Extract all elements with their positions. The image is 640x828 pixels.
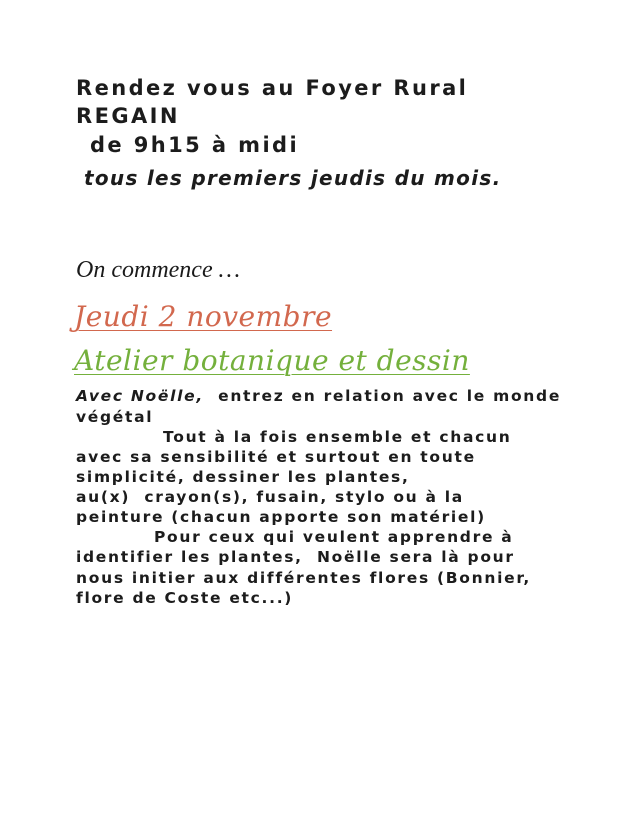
intro-line-location: Rendez vous au Foyer Rural	[76, 76, 469, 100]
body-line: simplicité, dessiner les plantes,	[76, 468, 410, 486]
body-line: flore de Coste etc...)	[76, 589, 294, 607]
intro-line-venue-name: REGAIN	[76, 104, 180, 128]
body-line: identifier les plantes, Noëlle sera là pour	[76, 548, 515, 566]
body-line: végétal	[76, 408, 154, 426]
date-title: Jeudi 2 novembre	[74, 300, 333, 333]
body-line: Tout à la fois ensemble et chacun	[163, 428, 512, 446]
intro-line-schedule: tous les premiers jeudis du mois.	[84, 166, 502, 190]
body-line: peinture (chacun apporte son matériel)	[76, 508, 486, 526]
body-line: nous initier aux différentes flores (Bonnier,	[76, 569, 531, 587]
intro-line-hours: de 9h15 à midi	[90, 133, 300, 157]
start-label: On commence …	[76, 257, 240, 283]
body-line: avec sa sensibilité et surtout en toute	[76, 448, 476, 466]
body-line: Pour ceux qui veulent apprendre à	[154, 528, 514, 546]
body-line: au(x) crayon(s), fusain, stylo ou à la	[76, 488, 464, 506]
body-line-text: entrez en relation avec le monde	[203, 387, 562, 405]
body-line	[76, 387, 561, 405]
atelier-title: Atelier botanique et dessin	[74, 344, 470, 377]
host-name: Avec Noëlle,	[76, 387, 204, 405]
